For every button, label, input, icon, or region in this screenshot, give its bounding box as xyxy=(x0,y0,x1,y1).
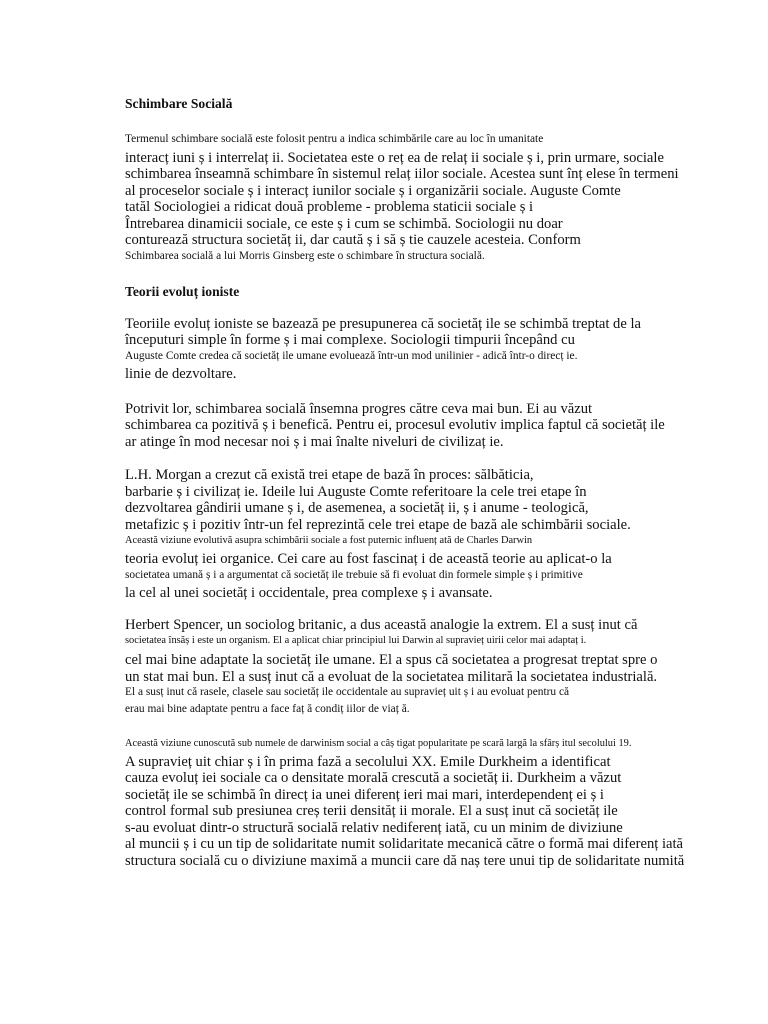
text-line: începuturi simple în forme ș i mai complexe. Sociologii timpurii începând cu xyxy=(125,332,575,348)
text-line: la cel al unei societăț i occidentale, prea complexe ș i avansate. xyxy=(125,585,493,601)
text-line: L.H. Morgan a crezut că există trei etape de bază în proces: sălbăticia, xyxy=(125,467,534,483)
text-line: A supravieț uit chiar ș i în prima fază a secolului XX. Emile Durkheim a identificat xyxy=(125,754,611,770)
text-line: Această viziune evolutivă asupra schimbării sociale a fost puternic influenț ată de Charles Darwin xyxy=(125,535,533,546)
text-line: Întrebarea dinamicii sociale, ce este ș i cum se schimbă. Sociologii nu doar xyxy=(125,216,563,232)
text-line: Teoriile evoluț ioniste se bazează pe presupunerea că societăț ile se schimbă treptat de la xyxy=(125,316,642,332)
text-line: societăț ile se schimbă în direcț ia unei diferenț ieri mai mari, interdependenț ei ș i xyxy=(125,787,604,803)
text-line: interacț iuni ș i interrelaț ii. Societatea este o reț ea de relaț ii sociale ș i, prin urmare, sociale xyxy=(125,150,664,166)
section-heading: Teorii evoluț ioniste xyxy=(125,284,240,299)
text-line: structura socială cu o diviziune maximă a muncii care dă naș tere unui tip de solidaritate numită xyxy=(125,853,685,869)
text-line: El a susț inut că rasele, clasele sau societăț ile occidentale au supravieț uit ș i au evoluat pentru că xyxy=(125,686,570,698)
text-line: cel mai bine adaptate la societăț ile umane. El a spus că societatea a progresat treptat spre o xyxy=(125,652,658,668)
text-line: Schimbarea socială a lui Morris Ginsberg este o schimbare în structura socială. xyxy=(125,250,485,262)
text-line: schimbarea ca pozitivă ș i benefică. Pentru ei, procesul evolutiv implica faptul că societăț ile xyxy=(125,417,665,433)
text-line: conturează structura societăț ii, dar caută ș i să ș tie cauzele acesteia. Conform xyxy=(125,232,581,248)
text-line: cauza evoluț iei sociale ca o densitate morală crescută a societăț ii. Durkheim a văzut xyxy=(125,770,622,786)
text-line: barbarie ș i civilizaț ie. Ideile lui Auguste Comte referitoare la cele trei etape în xyxy=(125,484,587,500)
section-heading: Schimbare Socială xyxy=(125,96,233,111)
text-line: linie de dezvoltare. xyxy=(125,366,237,382)
text-line: dezvoltarea gândirii umane ș i, de asemenea, a societăț ii, ș i anume - teologică, xyxy=(125,500,589,516)
text-line: teoria evoluț iei organice. Cei care au fost fascinaț i de această teorie au aplicat-o la xyxy=(125,551,612,567)
text-line: al proceselor sociale ș i interacț iunilor sociale ș i organizării sociale. Auguste Comte xyxy=(125,183,621,199)
text-line: Auguste Comte credea că societăț ile umane evoluează într-un mod unilinier - adică într-o direcț ie. xyxy=(125,350,578,362)
text-line: metafizic ș i pozitiv într-un fel reprezintă cele trei etape de bază ale schimbării sociale. xyxy=(125,517,631,533)
text-line: Această viziune cunoscută sub numele de darwinism social a câș tigat popularitate pe scară largă la sfârș itul secolului 19. xyxy=(125,738,632,749)
text-line: un stat mai bun. El a susț inut că a evoluat de la societatea militară la societatea industrială. xyxy=(125,669,658,685)
text-line: schimbarea înseamnă schimbare în sistemul relaț iilor sociale. Acestea sunt înț elese în termeni xyxy=(125,166,679,182)
text-line: Termenul schimbare socială este folosit pentru a indica schimbările care au loc în umanitate xyxy=(125,133,544,145)
text-line: s-au evoluat dintr-o structură socială relativ nediferenț iată, cu un minim de diviziune xyxy=(125,820,623,836)
text-line: Herbert Spencer, un sociolog britanic, a dus această analogie la extrem. El a susț inut că xyxy=(125,617,638,633)
text-line: control formal sub presiunea creș terii densităț ii morale. El a susț inut că societăț ile xyxy=(125,803,618,819)
text-line: ar atinge în mod necesar noi ș i mai înalte niveluri de civilizaț ie. xyxy=(125,434,504,450)
text-line: al muncii ș i cu un tip de solidaritate numit solidaritate mecanică către o formă mai diferenț iată xyxy=(125,836,684,852)
text-line: tatăl Sociologiei a ridicat două probleme - problema staticii sociale ș i xyxy=(125,199,534,215)
text-line: erau mai bine adaptate pentru a face faț ă condiț iilor de viaț ă. xyxy=(125,703,410,715)
text-line: societatea însăș i este un organism. El a aplicat chiar principiul lui Darwin al supravieț uirii celor mai adaptaț i. xyxy=(125,635,587,646)
text-line: Potrivit lor, schimbarea socială însemna progres către ceva mai bun. Ei au văzut xyxy=(125,401,593,417)
text-line: societatea umană ș i a argumentat că societăț ile trebuie să fi evoluat din formele simple ș i primitive xyxy=(125,569,583,581)
